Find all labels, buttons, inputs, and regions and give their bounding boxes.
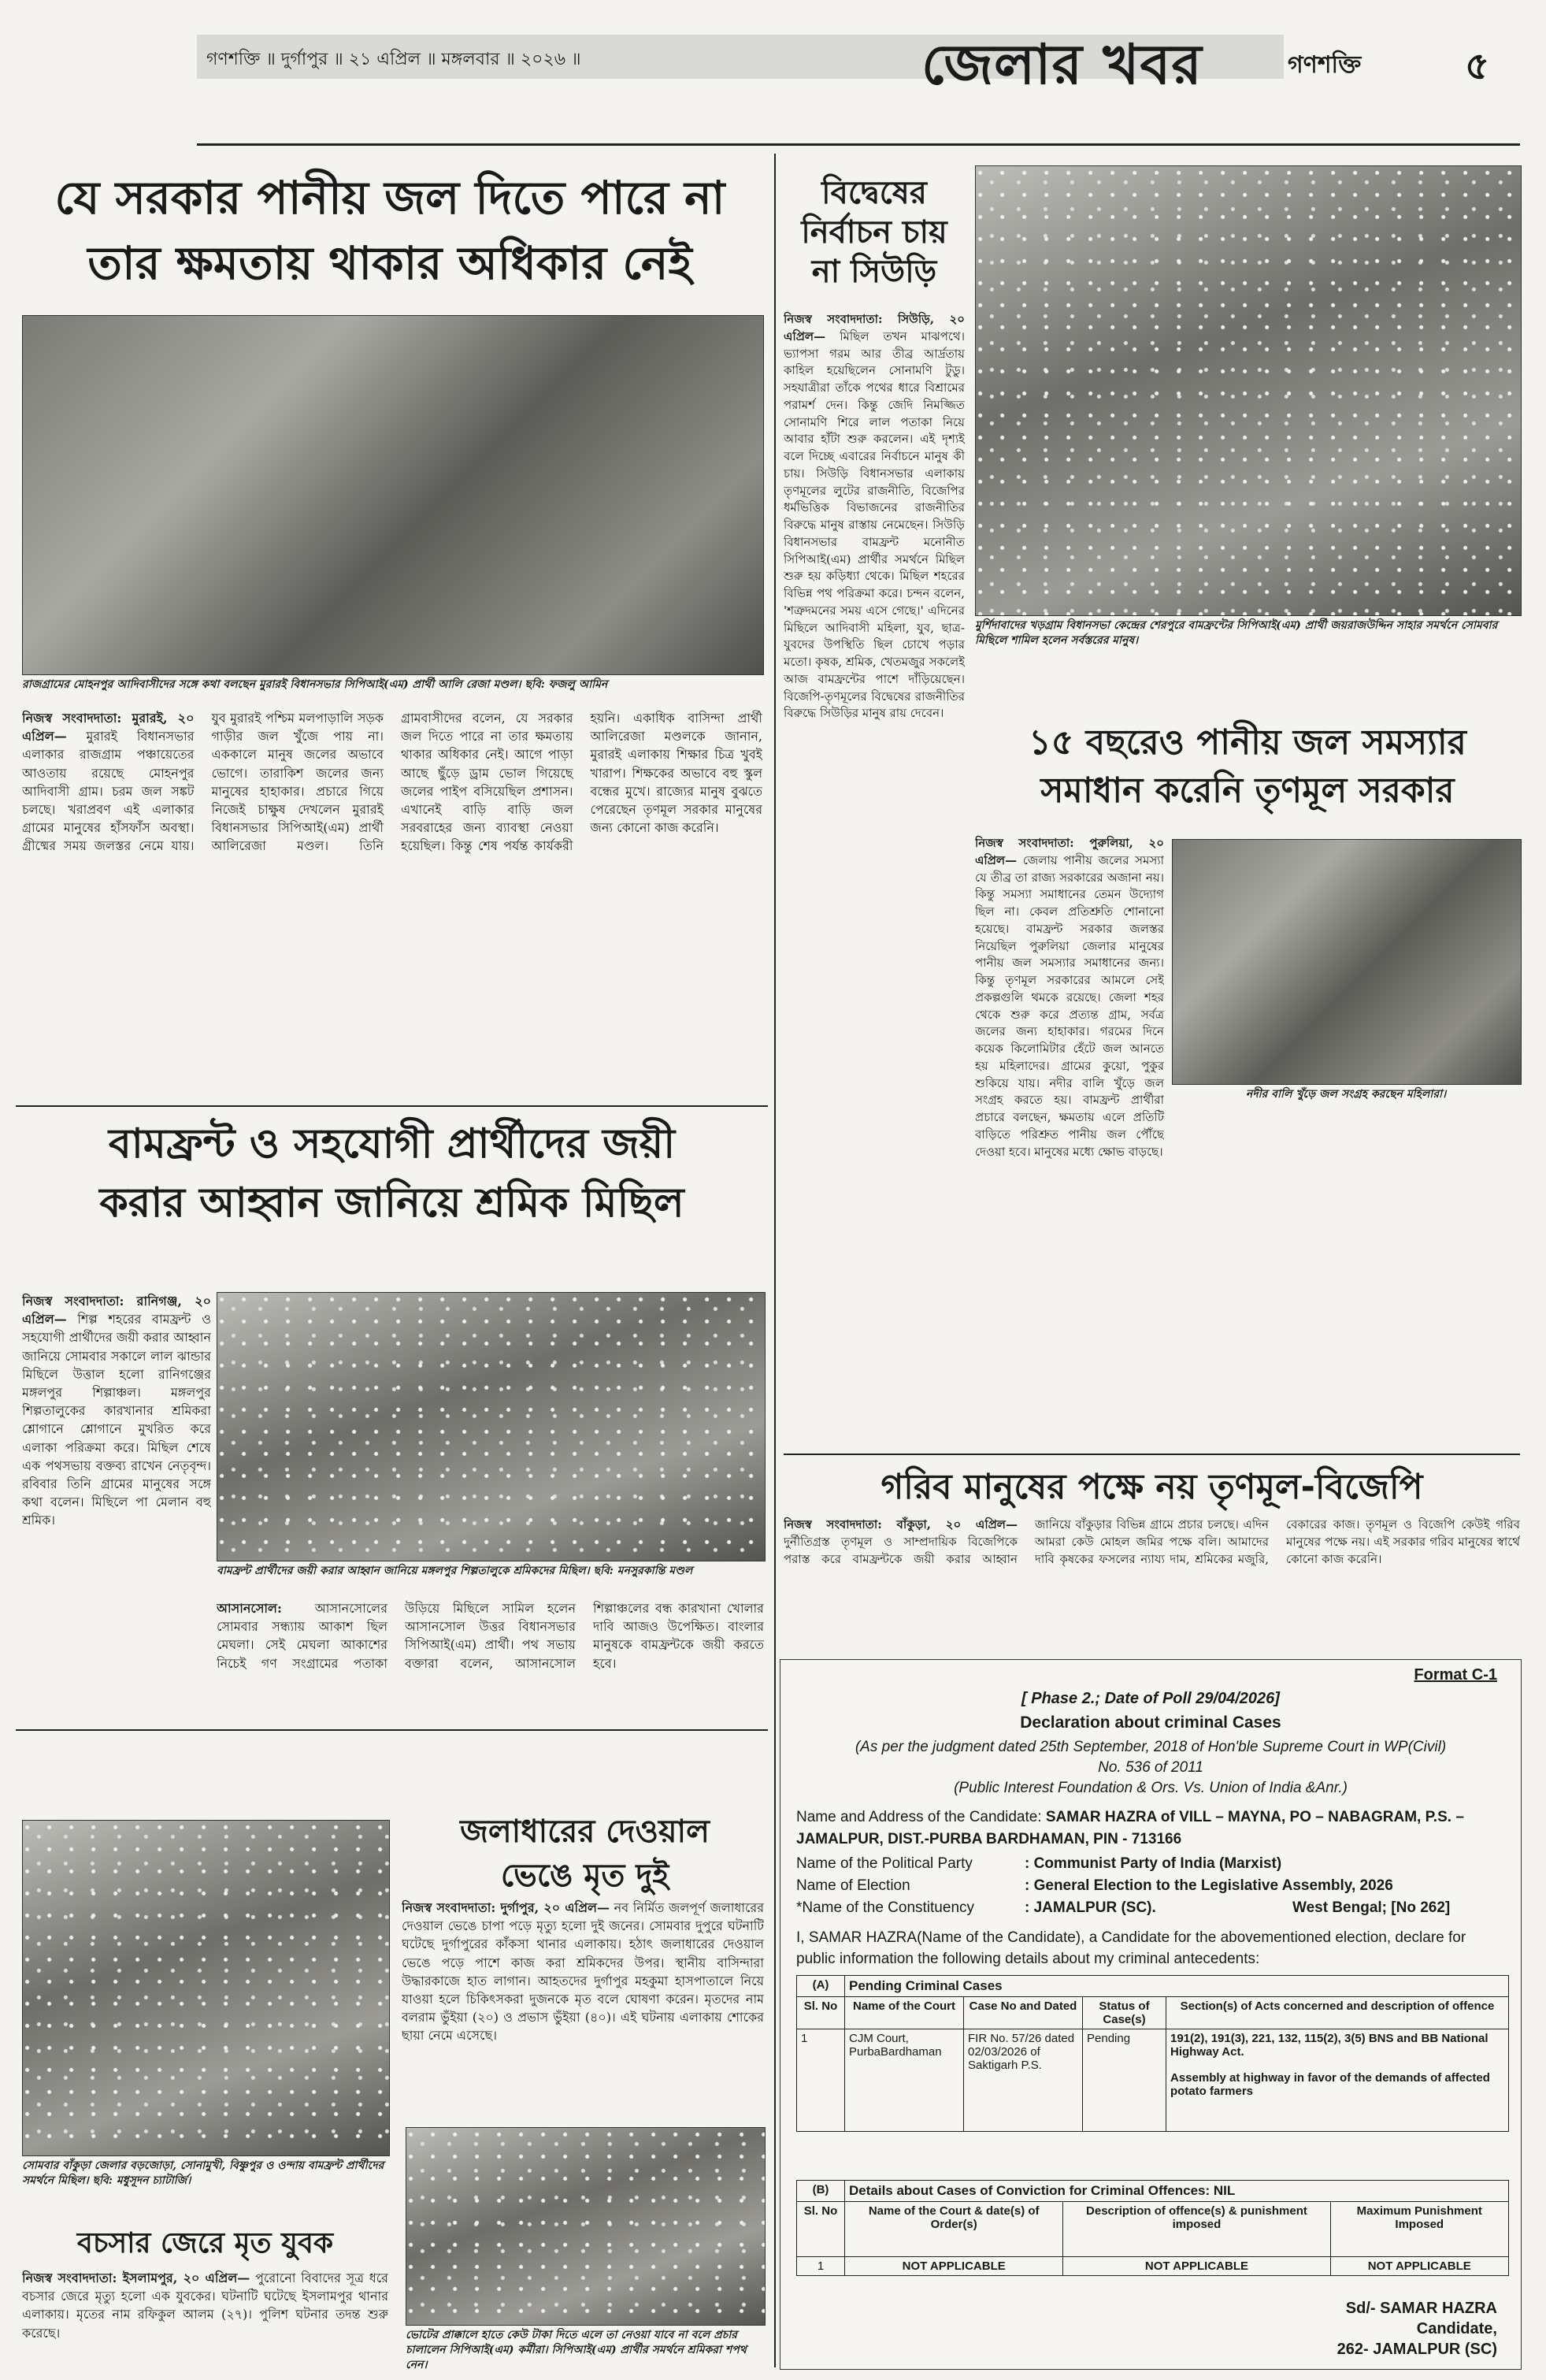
story4-headline-line2: সমাধান করেনি তৃণমূল সরকার — [1040, 770, 1455, 811]
criminal-declaration — [780, 1659, 1522, 2370]
story2-headline-line1: বামফ্রন্ট ও সহযোগী প্রার্থীদের জয়ী — [108, 1120, 676, 1168]
decl-judgment-2: No. 536 of 2011 — [1098, 1759, 1203, 1776]
decl-candidate — [796, 1806, 1509, 1850]
story2-headline — [16, 1119, 768, 1229]
story7-photo — [22, 1820, 390, 2156]
decl-format: Format C-1 — [1414, 1666, 1497, 1684]
story5-headline: গরিব মানুষের পক্ষে নয় তৃণমূল-বিজেপি — [881, 1467, 1423, 1507]
decl-signature — [1337, 2298, 1497, 2360]
header-rule — [197, 143, 1520, 146]
page-number: ৫ — [1465, 44, 1490, 88]
story1-photo — [22, 315, 764, 675]
decl-name-label: Name and Address of the Candidate: — [796, 1809, 1042, 1825]
decl-party: Name of the Political Party : Communist Party of India (Marxist) — [796, 1855, 1282, 1872]
story2-rule — [16, 1729, 768, 1731]
story2-sub — [217, 1599, 764, 1721]
story6-headline-line1: জলাধারের দেওয়াল — [460, 1814, 710, 1850]
story4-text: জেলায় পানীয় জলের সমস্যা যে তীব্র তা রাজ্য সরকারের অজানা নয়। কিন্তু সমস্যা সমাধানের তেমন উদ্যোগ ছিল না। কেবল প্রতিশ্রুতি শোনানো হয়েছে। বামফ্রন্ট সরকার জলস্তর নিয়েছিল পুরুলিয়া জেলার মানুষের পানীয় জল সমস্যার সমাধানের জন্য। কিন্তু তৃণমূল সরকারের আমলে সেই প্রকল্পগুলি থমকে রয়েছে। জেলা শহর থেকে শুরু করে প্রত্যন্ত গ্রাম, সর্বত্র জলের জন্য হাহাকার। গরমের দিনে কয়েক কিলোমিটার হেঁটে জল আনতে হয় মহিলাদের। গ্রামের কুয়ো, পুকুর শুকিয়ে যায়। নদীর বালি খুঁড়ে জল সংগ্রহ করতে হয়। বামফ্রন্ট প্রার্থীরা প্রচারে বলছেন, ক্ষমতায় এলে প্রতিটি বাড়িতে পরিশ্রুত পানীয় জল পৌঁছে দেওয়া হবে। মানুষের মধ্যে ক্ষোভ বাড়ছে। — [975, 852, 1164, 1159]
story7-byline: নিজস্ব সংবাদদাতা: ইসলামপুর, ২০ এপ্রিল— — [22, 2270, 250, 2285]
column-rule — [774, 154, 776, 2367]
story3-byline: নিজস্ব সংবাদদাতা: সিউড়ি, ২০ এপ্রিল— — [784, 312, 965, 343]
story6-headline — [402, 1812, 768, 1895]
story7-body — [22, 2269, 388, 2371]
decl-name-value: SAMAR HAZRA of VILL – MAYNA, PO – NABAGRAM, P.S. – JAMALPUR, DIST.-PURBA BARDHAMAN, PIN - 713166 — [796, 1809, 1464, 1847]
story3-headline-line3: না সিউড়ি — [811, 254, 937, 290]
story1-caption: রাজগ্রামের মোহনপুর আদিবাসীদের সঙ্গে কথা বলছেন মুরারই বিধানসভার সিপিআই(এম) প্রার্থী আলি রেজা মণ্ডল। ছবি: ফজলু আমিন — [22, 678, 608, 691]
story6-headline-line2: ভেঙে মৃত দুই — [500, 1858, 669, 1894]
conviction-table: (B) Details about Cases of Conviction for Criminal Offences: NIL Sl. No Name of the Court & date(s) of Order(s) Description of offence(s) & punishment imposed Maximum Punishment Imposed 1 NOT APPLICABLE NOT APPLICABLE NOT APPLICABLE — [796, 2180, 1509, 2276]
story3-headline — [784, 173, 965, 291]
decl-judgment-3: (Public Interest Foundation & Ors. Vs. Union of India &Anr.) — [954, 1780, 1348, 1796]
signature-role: Candidate, — [1416, 2320, 1497, 2337]
story7-headline: বচসার জেরে মৃত যুবক — [76, 2227, 334, 2259]
decl-intro: I, SAMAR HAZRA(Name of the Candidate), a Candidate for the abovementioned election, declare for public information the following details about my criminal antecedents: — [796, 1929, 1466, 1967]
story6-body — [402, 1899, 764, 2111]
decl-phase: [ Phase 2.; Date of Poll 29/04/2026] — [1021, 1690, 1280, 1707]
story2-sub-byline: আসানসোল: — [217, 1601, 282, 1616]
story2-byline: নিজস্ব সংবাদদাতা: রানিগঞ্জ, ২০ এপ্রিল— — [22, 1294, 211, 1327]
conviction-row: 1 NOT APPLICABLE NOT APPLICABLE NOT APPLICABLE — [797, 2257, 1509, 2276]
story4-headline-line1: ১৫ বছরেও পানীয় জল সমস্যার — [1029, 722, 1466, 763]
decl-election: Name of Election : General Election to the Legislative Assembly, 2026 — [796, 1877, 1393, 1894]
story4-body — [975, 835, 1164, 1402]
story1-headline-line2: তার ক্ষমতায় থাকার অধিকার নেই — [87, 236, 692, 290]
story4-headline — [975, 721, 1520, 812]
story6-photo — [406, 2127, 766, 2326]
story1-byline: নিজস্ব সংবাদদাতা: মুরারই, ২০ এপ্রিল— — [22, 711, 195, 744]
story3-headline-line2: নির্বাচন চায় — [801, 214, 947, 251]
story3-photo — [975, 165, 1522, 616]
story4-byline: নিজস্ব সংবাদদাতা: পুরুলিয়া, ২০ এপ্রিল— — [975, 836, 1164, 867]
story7-text: পুরোনো বিবাদের সূত্র ধরে বচসার জেরে মৃত্যু হলো এক যুবকের। ঘটনাটি ঘটেছে ইসলামপুর থানার এলাকায়। মৃতের নাম রফিকুল আলম (২৭)। পুলিশ ঘটনার তদন্ত শুরু করেছে। — [22, 2270, 388, 2341]
pending-case-row: 1 CJM Court, PurbaBardhaman FIR No. 57/26 dated 02/03/2026 of Saktigarh P.S. Pending 191(2), 191(3), 221, 132, 115(2), 3(5) BNS and BB National Highway Act. Assembly at highway in favor of the demands of affected potato farmers — [797, 2029, 1509, 2132]
story2-sub-text: আসানসোলের সোমবার সন্ধ্যায় আকাশ ছিল মেঘলা। সেই মেঘলা আকাশের নিচেই গণ সংগ্রামের পতাকা উড়িয়ে মিছিলে সামিল হলেন আসানসোল উত্তর বিধানসভার সিপিআই(এম) প্রার্থী। পথ সভায় বক্তারা বলেন, আসানসোল শিল্পাঞ্চলের বন্ধ কারখানা খোলার দাবি আজও উপেক্ষিত। বাংলার মানুষকে বামফ্রন্টকে জয়ী করতে হবে। — [217, 1601, 764, 1671]
story2-headline-line2: করার আহ্বান জানিয়ে শ্রমিক মিছিল — [99, 1179, 684, 1227]
decl-constituency: *Name of the Constituency : JAMALPUR (SC). West Bengal; [No 262] — [796, 1899, 1451, 1916]
story4-photo — [1172, 839, 1522, 1085]
story2-body — [22, 1292, 211, 1721]
decl-judgment-1: (As per the judgment dated 25th September, 2018 of Hon'ble Supreme Court in WP(Civil) — [855, 1739, 1447, 1755]
story6-byline: নিজস্ব সংবাদদাতা: দুর্গাপুর, ২০ এপ্রিল— — [402, 1900, 610, 1915]
story3-caption: মুর্শিদাবাদের খড়গ্রাম বিধানসভা কেন্দ্রের শেরপুরে বামফ্রন্টের সিপিআই(এম) প্রার্থী জয়রাজউদ্দিন সাহার সমর্থনে সোমবার মিছিলে শামিল হলেন সর্বস্তরের মানুষ। — [975, 619, 1498, 647]
story1-headline-line1: যে সরকার পানীয় জল দিতে পারে না — [54, 171, 725, 225]
story2-photo — [217, 1292, 766, 1561]
story1-headline — [16, 169, 764, 291]
signature-seat: 262- JAMALPUR (SC) — [1337, 2341, 1497, 2358]
story1-rule — [16, 1105, 768, 1107]
story6-caption: ভোটের প্রাক্কালে হাতে কেউ টাকা দিতে এলে তা নেওয়া যাবে না বলে প্রচার চালালেন সিপিআই(এম) কর্মীরা। সিপিআই(এম) প্রার্থীর সমর্থনে শ্রমিকরা শপথ নেন। — [406, 2329, 747, 2371]
story2-caption: বামফ্রন্ট প্রার্থীদের জয়ী করার আহ্বান জানিয়ে মঙ্গলপুর শিল্পতালুকে শ্রমিকদের মিছিল। ছবি: মনসুরকান্তি মণ্ডল — [217, 1565, 693, 1577]
story7-caption: সোমবার বাঁকুড়া জেলার বড়জোড়া, সোনামুখী, বিষ্ণুপুর ও ওন্দায় বামফ্রন্ট প্রার্থীদের সমর্থনে মিছিল। ছবি: মধুসূদন চ্যাটার্জি। — [22, 2159, 384, 2187]
story4-rule — [784, 1454, 1520, 1455]
story3-headline-line1: বিদ্বেষের — [821, 175, 927, 211]
pending-cases-table: (A) Pending Criminal Cases Sl. No Name of the Court Case No and Dated Status of Case(s) Section(s) of Acts concerned and description of offence 1 CJM Court, PurbaBardhaman FIR No. 57/26 dated 02/03/2026 of Saktigarh P.S. Pending 191(2), 191(3), 221, 132, 115(2), 3(5) BNS and BB National Highway Act. Assembly at highway in favor of the demands of affected potato farmers — [796, 1975, 1509, 2132]
story3-body — [784, 311, 965, 1209]
story3-text: মিছিল তখন মাঝপথে। ভ্যাপসা গরম আর তীব্র আর্দ্রতায় কাহিল হয়েছিলেন সোনামণি টুডু। সহযাত্রীরা তাঁকে পথের ধারে বিশ্রামের পরামর্শ দেন। কিন্তু জেদি নিমজ্জিত সোনামণি শিরে লাল পতাকা নিয়ে আবার হাঁটা শুরু করলেন। এই দৃশ্যই বলে দিচ্ছে এবারের নির্বাচনে মানুষ কী চায়। সিউড়ি বিধানসভার এলাকায় তৃণমূলের লুটের রাজনীতি, বিজেপির ধর্মভিত্তিক বিভাজনের রাজনীতির বিরুদ্ধে মানুষ রাস্তায় নেমেছেন। সিউড়ি বিধানসভার বামফ্রন্ট মনোনীত সিপিআই(এম) প্রার্থীর সমর্থনে মিছিল শুরু হয় কড়িধ্যা থেকে। মিছিল শহরের বিভিন্ন পথ পরিক্রমা করে। চন্দন বলেন, 'শত্রুদমনের সময় এসে গেছে।' এদিনের মিছিলে আদিবাসী মহিলা, যুব, ছাত্র-যুবদের উপস্থিতি ছিল চোখে পড়ার মতো। কৃষক, শ্রমিক, খেতমজুর সকলেই আজ বামফ্রন্টের পাশে দাঁড়িয়েছেন। বিজেপি-তৃণমূলের বিদ্বেষের রাজনীতির বিরুদ্ধে সিউড়ির মানুষ রায় দেবেন। — [784, 329, 965, 721]
masthead-title: জেলার খবর — [921, 32, 1203, 97]
decl-title: Declaration about criminal Cases — [1020, 1714, 1281, 1732]
story5-text: দুর্নীতিগ্রস্ত তৃণমূল ও সাম্প্রদায়িক বিজেপিকে পরাস্ত করে বামফ্রন্টকে জয়ী করার আহ্বান জানিয়ে বাঁকুড়ার বিভিন্ন গ্রামে প্রচার চলছে। এদিন আমরা কেউ মোহল জমির পক্ষে বলি। আমাদের দাবি কৃষকের ফসলের ন্যায্য দাম, শ্রমিকের মজুরি, বেকারের কাজ। তৃণমূল ও বিজেপি কেউই গরিব মানুষের পক্ষে নয়। এই সরকার গরিব মানুষের স্বার্থে কোনো কাজ করেনি। — [784, 1517, 1520, 1566]
story1-text: মুরারই বিধানসভার এলাকার রাজগ্রাম পঞ্চায়েতের আওতায় রয়েছে মোহনপুর আদিবাসী গ্রাম। চরম জল সঙ্কট চলছে। খরাপ্রবণ এই এলাকার গ্রামের মানুষের হাঁসফাঁস অবস্থা। গ্রীষ্মের সময় জলস্তর নেমে যায়। যুব মুরারই পশ্চিম মলপাড়ালি সড়ক গাড়ীর জল খুঁজে পায় না। এককালে মানুষ জলের অভাবে ভোগে। তারাকিশ জলের জন্য মানুষের হাহাকার। প্রচারে গিয়ে নিজেই চাক্ষুষ দেখলেন মুরারই বিধানসভার সিপিআই(এম) প্রার্থী আলিরেজা মণ্ডল। তিনি গ্রামবাসীদের বলেন, যে সরকার জল দিতে পারে না তার ক্ষমতায় থাকার অধিকার নেই। আগে পাড়া আছে ছুঁড়ে ড্রাম ভোল গিয়েছে জলের পাইপ বসিয়েছিল প্রশাসন। এখানেই বাড়ি বাড়ি জল সরবরাহের জন্য ব্যাবস্থা নেওয়া হয়েছিল। কিন্তু শেষ পর্যন্ত কার্যকরী হয়নি। একাধিক বাসিন্দা প্রার্থী আলিরেজা মণ্ডলকে জানান, মুরারই এলাকায় শিক্ষার চিত্র খুবই খারাপ। শিক্ষকের অভাবে বহু স্কুল বন্ধের মুখে। রাজ্যের মানুষ বুঝতে পেরেছেন তৃণমূল সরকার মানুষের জন্য কোনো কাজ করেনি। — [22, 711, 762, 854]
story1-body — [22, 709, 762, 1095]
story2-text: শিল্প শহরের বামফ্রন্ট ও সহযোগী প্রার্থীদের জয়ী করার আহ্বান জানিয়ে সোমবার সকালে লাল ঝান্ডার মিছিলে উত্তাল হলো রানিগঞ্জের মঙ্গলপুর শিল্পাঞ্চল। মঙ্গলপুর শিল্পতালুকের কারখানার শ্রমিকরা শ্লোগানে শ্লোগানে মুখরিত করে এলাকা পরিক্রমা করে। মিছিল শেষে এক পথসভায় বক্তব্য রাখেন নেতৃবৃন্দ। রবিবার তিনি গ্রামের মানুষের সঙ্গে কথা বলেন। মিছিলে পা মেলান বহু শ্রমিক। — [22, 1312, 211, 1528]
story6-text: নব নির্মিত জলপূর্ণ জলাধারের দেওয়াল ভেঙে চাপা পড়ে মৃত্যু হলো দুই জনের। সোমবার দুপুরে ঘটনাটি ঘটেছে দুর্গাপুরের কাঁকসা থানার এলাকায়। হঠাৎ জলাধারের দেওয়াল ভেঙে পড়ে পাশে কাজ করা শ্রমিকদের উপর। স্থানীয় বাসিন্দারা উদ্ধারকাজে হাত লাগান। আহতদের দুর্গাপুর মহকুমা হাসপাতালে নিয়ে যাওয়া হলে চিকিৎসকরা দুজনকে মৃত বলে ঘোষণা করেন। মৃতদের নাম বলরাম ভুঁইয়া (২০) ও প্রভাস ভুঁইয়া (৪০)। এই ঘটনায় এলাকায় শোকের ছায়া নেমে এসেছে। — [402, 1900, 764, 2044]
story4-caption: নদীর বালি খুঁড়ে জল সংগ্রহ করছেন মহিলারা। — [1245, 1088, 1447, 1101]
signature-name: Sd/- SAMAR HAZRA — [1345, 2300, 1497, 2317]
masthead — [914, 17, 1260, 96]
brand-name: গণশক্তি — [1288, 51, 1362, 79]
dateline: গণশক্তি ॥ দুর্গাপুর ॥ ২১ এপ্রিল ॥ মঙ্গলবার ॥ ২০২৬ ॥ — [206, 50, 581, 69]
story5-byline: নিজস্ব সংবাদদাতা: বাঁকুড়া, ২০ এপ্রিল— — [784, 1517, 1018, 1532]
story5-body — [784, 1517, 1520, 1650]
